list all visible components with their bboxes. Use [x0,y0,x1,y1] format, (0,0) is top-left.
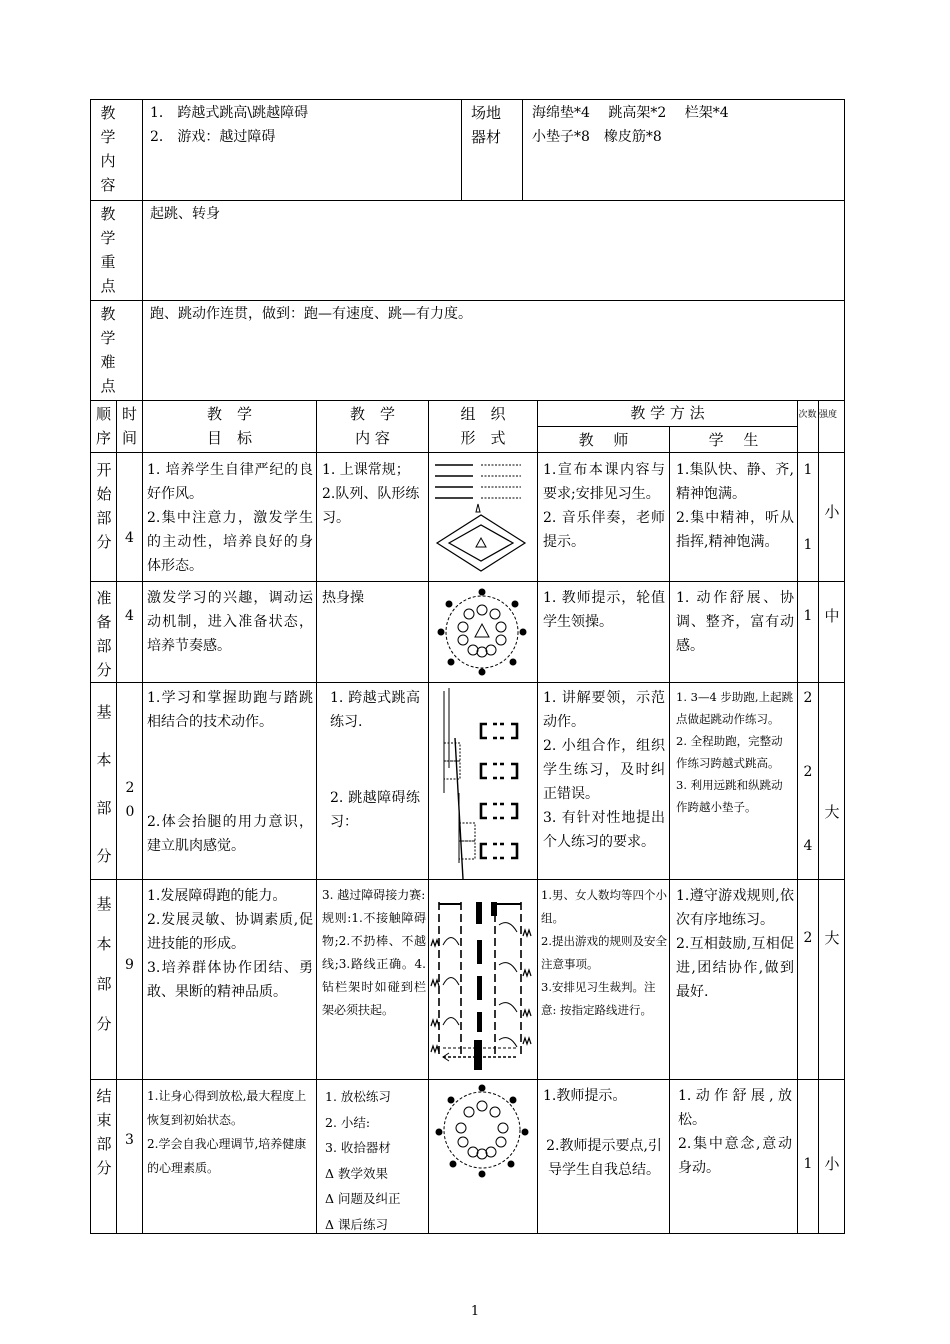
difficulty-label: 教学难点 [100,305,116,395]
row5-count: 1 [803,1156,813,1172]
focus-label: 教学重点 [100,205,116,295]
difficulty-text: 跑、跳动作连贯，做到：跑—有速度、跳—有力度。 [150,306,472,322]
row2-content: 热身操 [322,590,364,606]
row3-student: 1. 3—4 步助跑,上起跳点做起跳动作练习。 2. 全程助跑，完整动作练习跨越式跳高。 3. 利用远跳和纵跳动作跨越小垫子。 [676,690,794,814]
row1-time: 4 [125,530,134,546]
formation-lines-diagram [429,453,537,581]
row4-time: 9 [125,957,134,973]
row4-part: 基本部分 [96,895,112,1033]
venue-items: 海绵垫*4 跳高架*2 栏架*4 小垫子*8 橡皮筋*8 [532,105,729,145]
row3-count-a: 2 [803,690,813,706]
row3-time: 20 [125,780,135,820]
col-method: 教 学 方 法 [630,404,705,422]
cooldown-circle-diagram [429,1080,537,1180]
page-number: 1 [470,1304,480,1319]
row1-part: 开始部分 [96,461,112,551]
row3-content-a: 1. 跨越式跳高练习. [330,690,420,730]
row5-goal: 1.让身心得到放松,最大程度上恢复到初始状态。 2.学会自我心理调节,培养健康的心理素质。 [147,1089,307,1175]
col-count: 次数 [798,410,817,420]
row5-teacher-b: 2.教师提示要点,引导学生自我总结。 [546,1138,662,1178]
row2-count: 1 [803,608,813,624]
col-organization: 组 织 形 式 [460,405,506,447]
row3-goal-a: 1.学习和掌握助跑与踏跳相结合的技术动作。 [147,690,313,730]
row5-time: 3 [125,1132,134,1148]
col-intensity: 强度 [819,410,838,420]
row2-time: 4 [125,608,134,624]
row5-intensity: 小 [824,1155,840,1173]
row2-goal: 激发学习的兴趣，调动运动机制，进入准备状态，培养节奏感。 [147,590,313,654]
row4-intensity: 大 [824,929,840,947]
row5-part: 结束部分 [96,1087,112,1177]
row3-count-b: 2 [803,764,813,780]
row1-teacher: 1.宣布本课内容与要求;安排见习生。 2. 音乐伴奏，老师提示。 [543,462,665,550]
row2-intensity: 中 [824,607,840,625]
row1-count-a: 1 [803,462,813,478]
row2-student: 1. 动作舒展、协调、整齐，富有动感。 [676,590,794,654]
content-label: 教学内容 [100,104,116,194]
row1-intensity: 小 [824,503,840,521]
high-jump-diagram [429,683,537,879]
row2-part: 准备部分 [96,589,112,679]
row2-teacher: 1. 教师提示，轮值学生领操。 [543,590,665,630]
row4-count: 2 [803,930,813,946]
row5-teacher-a: 1.教师提示。 [543,1088,627,1104]
content-lines: 1． 跨越式跳高\跳越障碍 2． 游戏：越过障碍 [150,105,309,145]
row3-goal-b: 2.体会抬腿的用力意识，建立肌肉感觉。 [147,814,313,854]
row3-count-c: 4 [803,838,813,854]
row4-student: 1.遵守游戏规则,依次有序地练习。 2.互相鼓励,互相促进,团结协作,做到最好. [676,888,794,1000]
warmup-circle-diagram [429,582,537,682]
col-content: 教 学 内 容 [349,405,395,447]
row3-intensity: 大 [824,803,840,821]
col-order: 顺 序 [95,405,111,447]
relay-race-diagram [429,880,537,1079]
col-teacher: 教 师 [578,431,629,449]
focus-text: 起跳、转身 [150,206,220,222]
row4-content: 3. 越过障碍接力赛: 规则:1.不接触障碍物;2.不扔棒、不越线;3.路线正确。4.钻栏架时如碰到栏架必须扶起。 [322,888,426,1017]
row4-goal: 1.发展障碍跑的能力。 2.发展灵敏、协调素质,促进技能的形成。 3.培养群体协作团结、勇敢、果断的精神品质。 [147,888,313,1000]
row1-goal: 1. 培养学生自律严纪的良好作风。 2.集中注意力，激发学生的主动性，培养良好的身体形态。 [147,462,313,574]
row1-student: 1.集队快、静、齐,精神饱满。 2.集中精神，听从指挥,精神饱满。 [676,462,794,550]
col-student: 学 生 [708,431,759,449]
row5-content: 1. 放松练习 2. 小结: 3. 收拾器材 Δ 教学效果 Δ 问题及纠正 Δ 课后练习 [325,1089,401,1232]
row5-student: 1.动作舒展,放松。 2.集中意念,意动身动。 [678,1088,792,1176]
row1-count-b: 1 [803,537,813,553]
venue-label: 场地 器材 [471,104,502,146]
row3-part: 基本部分 [96,703,112,865]
col-time: 时 间 [121,405,137,447]
row4-teacher: 1.男、女人数均等四个小组。 2.提出游戏的规则及安全注意事项。 3.安排见习生裁判。注意: 按指定路线进行。 [541,888,667,1017]
row3-teacher: 1. 讲解要领，示范动作。 2. 小组合作，组织学生练习，及时纠正错误。 3. 有针对性地提出个人练习的要求。 [543,690,665,850]
row3-content-b: 2. 跳越障碍练习： [330,790,420,830]
row1-content: 1. 上课常规； 2.队列、队形练习。 [322,462,420,526]
col-goal: 教 学 目 标 [206,405,252,447]
